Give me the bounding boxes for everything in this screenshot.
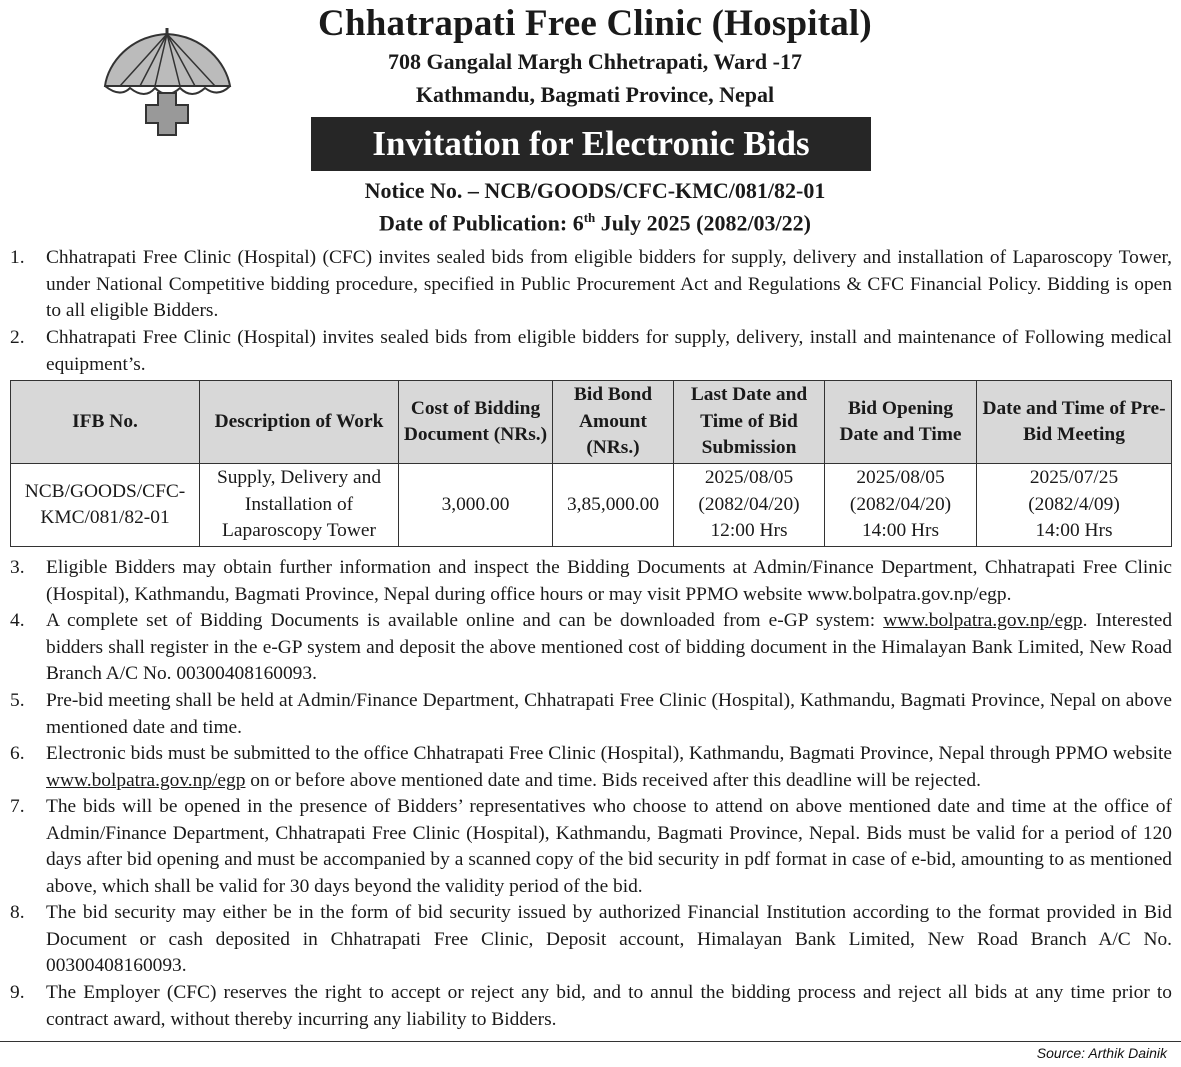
cell-cost: 3,000.00 bbox=[399, 464, 553, 547]
th-prebid: Date and Time of Pre-Bid Meeting bbox=[977, 381, 1172, 464]
th-ifb: IFB No. bbox=[11, 381, 200, 464]
address-line-1: 708 Gangalal Margh Chhetrapati, Ward -17 bbox=[388, 49, 802, 74]
publication-date: Date of Publication: 6th July 2025 (2082/03/22) bbox=[379, 210, 811, 236]
cell-last-date: 2025/08/05 (2082/04/20) 12:00 Hrs bbox=[674, 464, 825, 547]
cell-prebid: 2025/07/25 (2082/4/09) 14:00 Hrs bbox=[977, 464, 1172, 547]
paragraph-4: 4. A complete set of Bidding Documents is available online and can be downloaded from e-GP system: www.bolpatra.gov.np/egp. Interested bidders shall register in the e-GP system and deposit the above mentioned cost of bidding document in the Himalayan Bank Limited, New Road Branch A/C No. 00300408160093. bbox=[10, 610, 1173, 684]
paragraph-3: 3. Eligible Bidders may obtain further information and inspect the Bidding Documents at Admin/Finance Department, Chhatrapati Free Clinic (Hospital), Kathmandu, Bagmati Province, Nepal during office hours or may visit PPMO website www.bolpatra.gov.np/egp. bbox=[10, 557, 1172, 605]
paragraph-5: 5. Pre-bid meeting shall be held at Admin/Finance Department, Chhatrapati Free Clinic (Hospital), Kathmandu, Bagmati Province, Nepal on above mentioned date and time. bbox=[10, 690, 1172, 738]
paragraph-1: 1. Chhatrapati Free Clinic (Hospital) (CFC) invites sealed bids from eligible bidders for supply, delivery and installation of Laparoscopy Tower, under National Competitive bidding procedure, specified in Public Procurement Act and Regulations & CFC Financial Policy. Bidding is open to all eligible Bidders. bbox=[10, 247, 1172, 321]
hospital-logo-icon bbox=[100, 28, 235, 148]
notice-number: Notice No. – NCB/GOODS/CFC-KMC/081/82-01 bbox=[364, 178, 826, 203]
cell-description: Supply, Delivery and Installation of Laparoscopy Tower bbox=[200, 464, 399, 547]
th-opening: Bid Opening Date and Time bbox=[825, 381, 977, 464]
paragraph-2: 2. Chhatrapati Free Clinic (Hospital) invites sealed bids from eligible bidders for supply, delivery, install and maintenance of Following medical equipment’s. bbox=[10, 327, 1172, 375]
bolpatra-link-2[interactable]: www.bolpatra.gov.np/egp bbox=[46, 769, 246, 791]
notice-banner: Invitation for Electronic Bids bbox=[311, 117, 871, 171]
footer-divider bbox=[0, 1041, 1181, 1042]
clinic-title: Chhatrapati Free Clinic (Hospital) bbox=[318, 3, 872, 44]
th-last-date: Last Date and Time of Bid Submission bbox=[674, 381, 825, 464]
th-cost: Cost of Bidding Document (NRs.) bbox=[399, 381, 553, 464]
bids-table bbox=[10, 380, 1172, 547]
paragraph-6: 6. Electronic bids must be submitted to the office Chhatrapati Free Clinic (Hospital), Kathmandu, Bagmati Province, Nepal through PPMO website www.bolpatra.gov.np/egp on or before above mentioned date and time. Bids received after this deadline will be rejected. bbox=[10, 743, 1172, 791]
source-credit: Source: Arthik Dainik bbox=[1036, 1045, 1167, 1061]
bolpatra-link[interactable]: www.bolpatra.gov.np/egp bbox=[883, 610, 1083, 631]
table-row bbox=[11, 464, 1172, 547]
address-line-2: Kathmandu, Bagmati Province, Nepal bbox=[415, 82, 775, 107]
paragraph-9: 9. The Employer (CFC) reserves the right to accept or reject any bid, and to annul the bidding process and reject all bids at any time prior to contract award, without thereby incurring any liability to Bidders. bbox=[10, 982, 1172, 1030]
cell-opening: 2025/08/05 (2082/04/20) 14:00 Hrs bbox=[825, 464, 977, 547]
th-bond: Bid Bond Amount (NRs.) bbox=[553, 381, 674, 464]
cell-ifb: NCB/GOODS/CFC-KMC/081/82-01 bbox=[11, 464, 200, 547]
cell-bond: 3,85,000.00 bbox=[553, 464, 674, 547]
paragraph-7: 7. The bids will be opened in the presence of Bidders’ representatives who choose to attend on above mentioned date and time at the office of Admin/Finance Department, Chhatrapati Free Clinic (Hospital), Kathmandu, Bagmati Province, Nepal. Bids must be valid for a period of 120 days after bid opening and must be accompanied by a scanned copy of the bid security in pdf format in case of e-bid, amounting to as mentioned above, which shall be valid for 30 days beyond the validity period of the bid. bbox=[10, 796, 1172, 897]
th-description: Description of Work bbox=[200, 381, 399, 464]
paragraph-8: 8. The bid security may either be in the form of bid security issued by authorized Financial Institution according to the format provided in Bid Document or cash deposited in Chhatrapati Free Clinic, Deposit account, Himalayan Bank Limited, New Road Branch A/C No. 00300408160093. bbox=[10, 902, 1172, 976]
table-header-row bbox=[11, 381, 1172, 464]
